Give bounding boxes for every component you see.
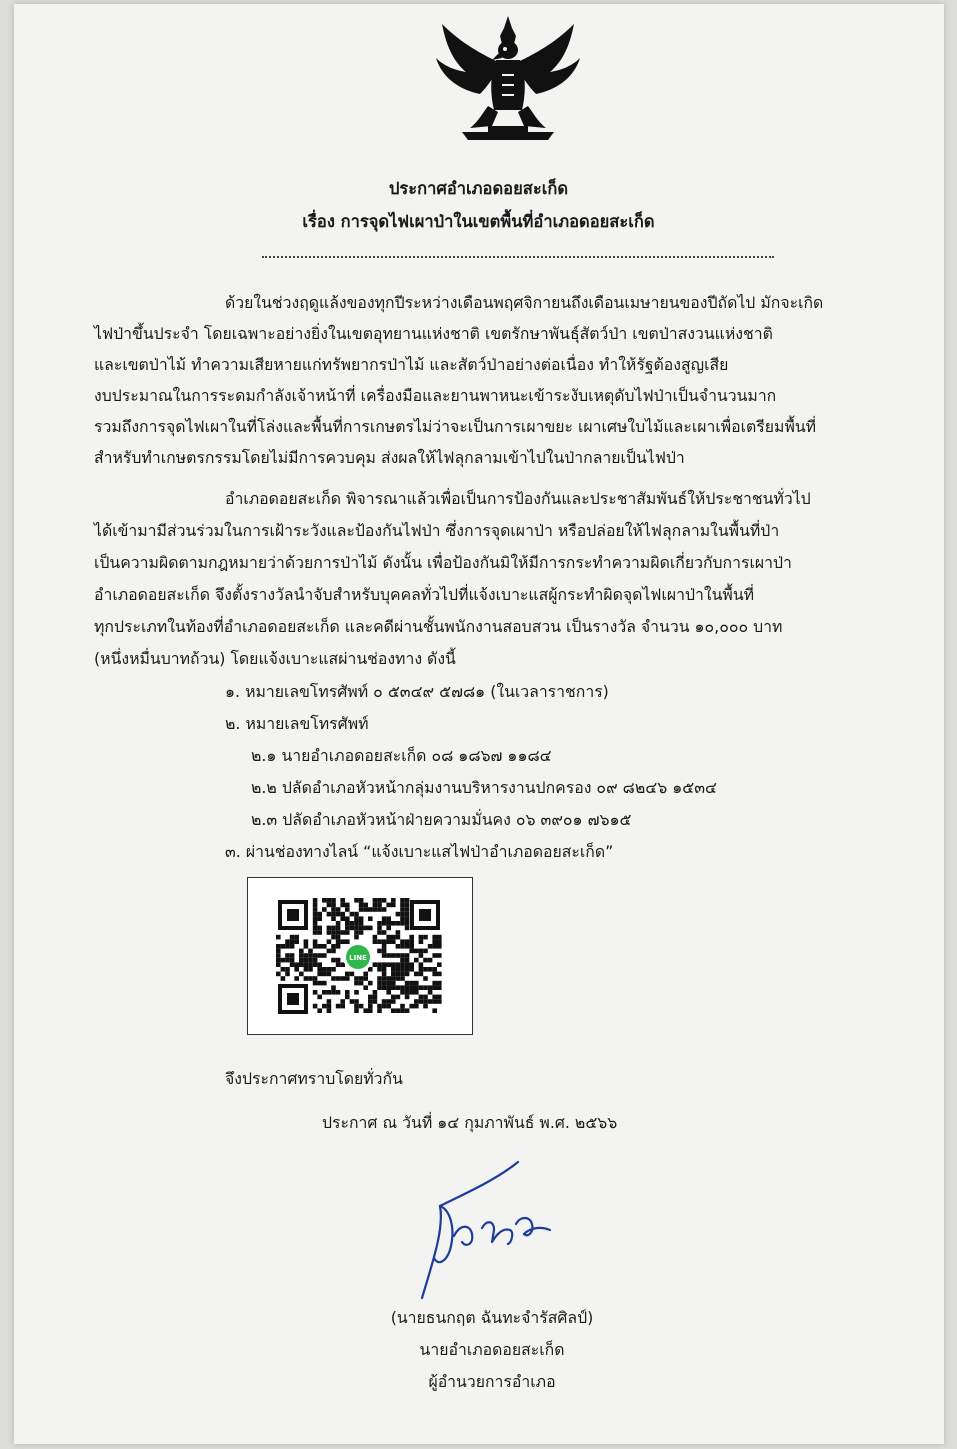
line-qr-code-box[interactable]: [247, 877, 473, 1035]
contact-item: ๒.๑ นายอำเภอดอยสะเก็ด ๐๘ ๑๘๖๗ ๑๑๘๔: [251, 746, 552, 765]
contact-item: ๒. หมายเลขโทรศัพท์: [225, 714, 369, 733]
signer-name: (นายธนกฤต ฉันทะจำรัสศิลป์): [390, 1308, 594, 1327]
para1-line: ไฟป่าขึ้นประจำ โดยเฉพาะอย่างยิ่งในเขตอุทยานแห่งชาติ เขตรักษาพันธุ์สัตว์ป่า เขตป่าสงวนแห่งชาติ: [94, 324, 773, 343]
garuda-emblem-icon: [432, 14, 584, 144]
para1-line: ด้วยในช่วงฤดูแล้งของทุกปีระหว่างเดือนพฤศจิกายนถึงเดือนเมษายนของปีถัดไป มักจะเกิด: [225, 293, 824, 312]
para2-line: ทุกประเภทในท้องที่อำเภอดอยสะเก็ด และคดีผ่านชั้นพนักงานสอบสวน เป็นรางวัล จำนวน ๑๐,๐๐๐ บาท: [94, 617, 783, 636]
para1-line: และเขตป่าไม้ ทำความเสียหายแก่ทรัพยากรป่าไม้ และสัตว์ป่าอย่างต่อเนื่อง ทำให้รัฐต้องสูญเสีย: [94, 355, 729, 374]
para1-line: งบประมาณในการระดมกำลังเจ้าหน้าที่ เครื่องมือและยานพาหนะเข้าระงับเหตุดับไฟป่าเป็นจำนวนมาก: [94, 386, 777, 405]
para2-line: อำเภอดอยสะเก็ด พิจารณาแล้วเพื่อเป็นการป้องกันและประชาสัมพันธ์ให้ประชาชนทั่วไป: [225, 489, 811, 508]
line-logo-label: LINE: [349, 954, 367, 962]
document-subject: เรื่อง การจุดไฟเผาป่าในเขตพื้นที่อำเภอดอยสะเก็ด: [302, 212, 655, 231]
contact-item: ๓. ผ่านช่องทางไลน์ “แจ้งเบาะแสไฟป่าอำเภอดอยสะเก็ด”: [225, 842, 614, 861]
para2-line: อำเภอดอยสะเก็ด จึงตั้งรางวัลนำจับสำหรับบุคคลทั่วไปที่แจ้งเบาะแสผู้กระทำผิดจุดไฟเผาป่าในพื้นที่: [94, 585, 755, 604]
contact-item: ๒.๓ ปลัดอำเภอหัวหน้าฝ่ายความมั่นคง ๐๖ ๓๙๐๑ ๗๖๑๕: [251, 810, 632, 829]
document-title: ประกาศอำเภอดอยสะเก็ด: [388, 179, 569, 198]
announcement-date: ประกาศ ณ วันที่ ๑๔ กุมภาพันธ์ พ.ศ. ๒๕๖๖: [322, 1113, 618, 1132]
signer-position: ผู้อำนวยการอำเภอ: [428, 1372, 556, 1391]
title-divider: [262, 256, 774, 258]
signer-position: นายอำเภอดอยสะเก็ด: [419, 1340, 565, 1359]
closing-notice: จึงประกาศทราบโดยทั่วกัน: [225, 1069, 403, 1088]
para2-line: เป็นความผิดตามกฎหมายว่าด้วยการป่าไม้ ดังนั้น เพื่อป้องกันมิให้มีการกระทำความผิดเกี่ยวกับการเผาป่า: [94, 553, 792, 572]
handwritten-signature: [400, 1158, 570, 1308]
contact-item: ๒.๒ ปลัดอำเภอหัวหน้ากลุ่มงานบริหารงานปกครอง ๐๙ ๘๒๔๖ ๑๕๓๔: [251, 778, 718, 797]
para1-line: สำหรับทำเกษตรกรรมโดยไม่มีการควบคุม ส่งผลให้ไฟลุกลามเข้าไปในป่ากลายเป็นไฟป่า: [94, 448, 685, 467]
para2-line: ได้เข้ามามีส่วนร่วมในการเฝ้าระวังและป้องกันไฟป่า ซึ่งการจุดเผาป่า หรือปล่อยให้ไฟลุกลามในพื้นที่ป่า: [94, 521, 780, 540]
para1-line: รวมถึงการจุดไฟเผาในที่โล่งและพื้นที่การเกษตรไม่ว่าจะเป็นการเผาขยะ เผาเศษใบไม้และเผาเพื่อเตรียมพื้นที่: [94, 417, 817, 436]
contact-item: ๑. หมายเลขโทรศัพท์ ๐ ๕๓๔๙ ๕๗๘๑ (ในเวลาราชการ): [225, 682, 609, 701]
para2-line: (หนึ่งหมื่นบาทถ้วน) โดยแจ้งเบาะแสผ่านช่องทาง ดังนี้: [94, 649, 456, 668]
qr-code-icon[interactable]: [276, 898, 442, 1016]
